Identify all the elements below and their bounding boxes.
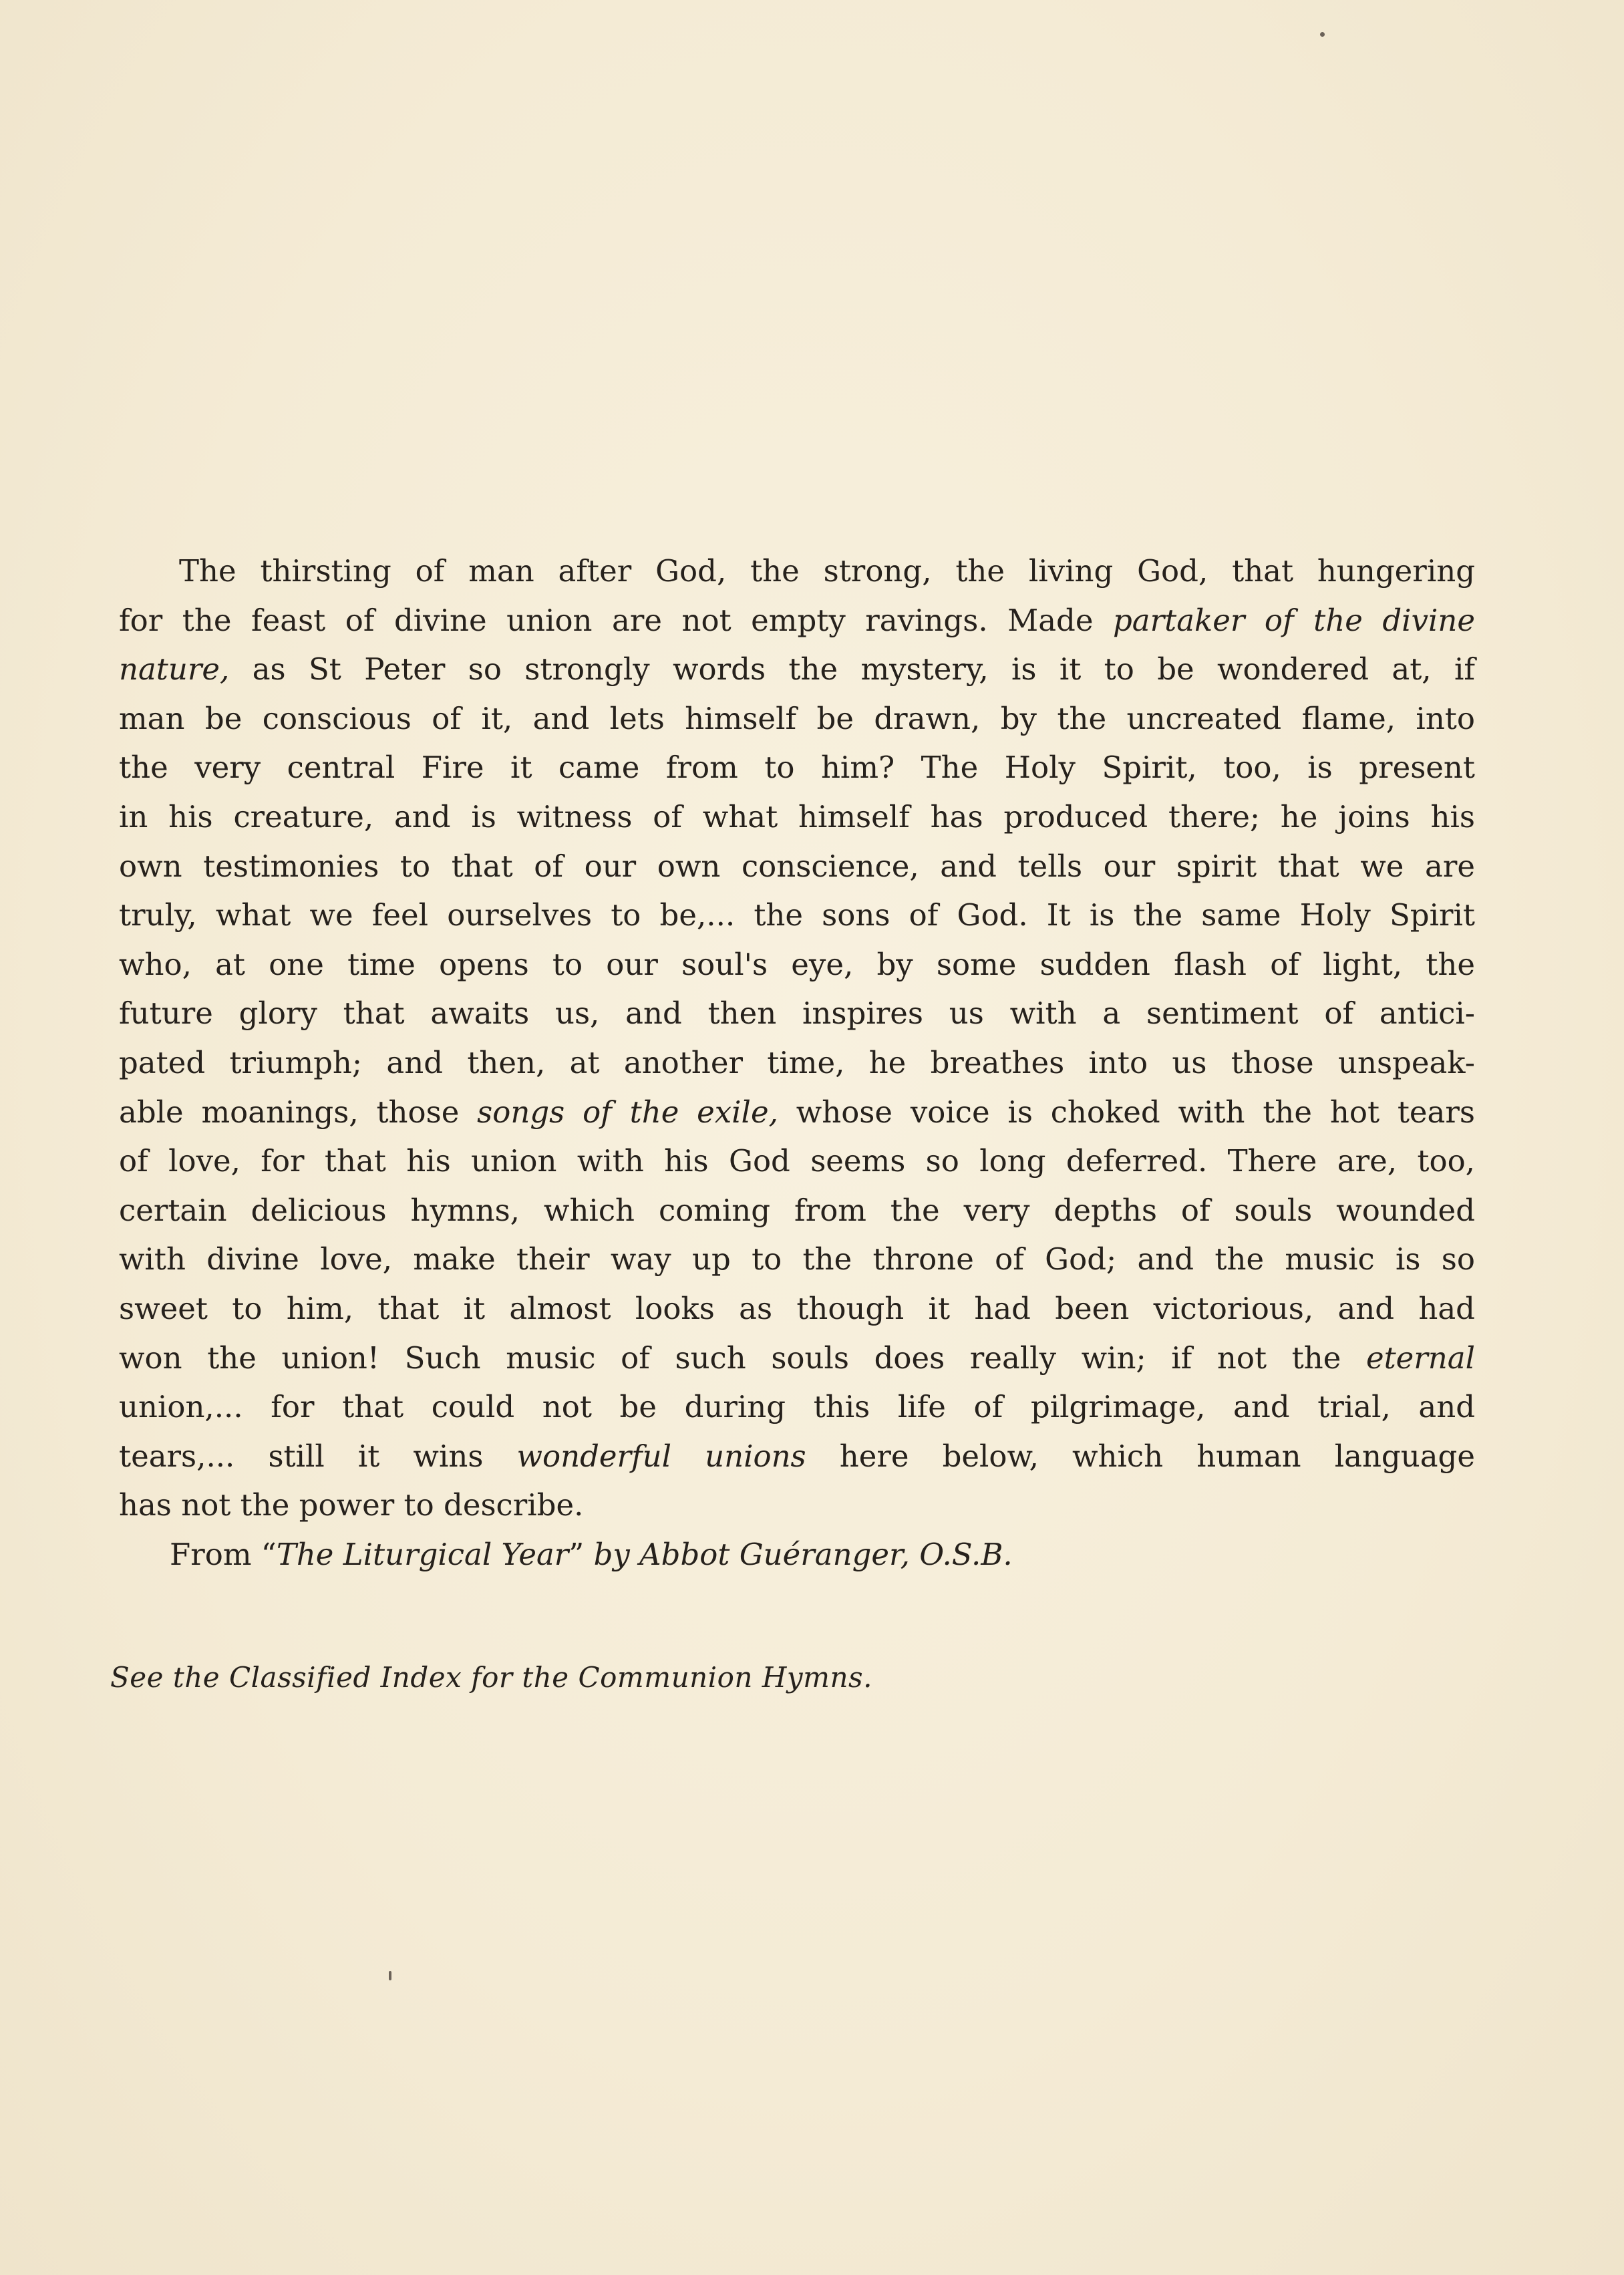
paragraph-line: has not the power to describe. [119,1487,584,1523]
paragraph-line: nature, as St Peter so strongly words the mystery, is it to be wondered at, if [119,651,1475,688]
italic-phrase: eternal [1365,1340,1475,1376]
paragraph-line: won the union! Such music of such souls does really win; if not the eternal [119,1340,1475,1376]
italic-phrase: partaker of the divine [1112,602,1476,638]
paragraph-line: own testimonies to that of our own conscience, and tells our spirit that we are [119,848,1475,884]
paragraph-line: with divine love, make their way up to the throne of God; and the music is so [119,1241,1475,1277]
paragraph-line: future glory that awaits us, and then inspires us with a sentiment of antici- [119,996,1475,1032]
paragraph-line: able moanings, those songs of the exile, whose voice is choked with the hot tears [119,1094,1475,1130]
attribution-line: From “The Liturgical Year” by Abbot Guéranger, O.S.B. [170,1536,1013,1572]
italic-phrase: The Liturgical Year [276,1536,569,1572]
paragraph-line: of love, for that his union with his God seems so long deferred. There are, too, [119,1143,1475,1179]
paragraph-line: certain delicious hymns, which coming from the very depths of souls wounded [119,1192,1475,1228]
paragraph-line: for the feast of divine union are not empty ravings. Made partaker of the divine [119,602,1476,638]
paragraph-line: in his creature, and is witness of what himself has produced there; he joins his [119,798,1475,835]
italic-phrase: nature, [119,651,230,688]
paragraph-line: man be conscious of it, and lets himself be drawn, by the uncreated flame, into [119,700,1475,736]
paragraph-line: sweet to him, that it almost looks as though it had been victorious, and had [119,1290,1475,1326]
italic-phrase: by Abbot Guéranger, O.S.B. [593,1536,1013,1572]
paragraph-line: tears,... still it wins wonderful unions here below, which human language [119,1438,1475,1474]
quotation-paragraph [119,547,1475,1579]
print-speck [1320,32,1325,37]
paragraph-line: union,... for that could not be during this life of pilgrimage, and trial, and [119,1389,1475,1425]
print-speck [389,1971,391,1980]
paragraph-line: pated triumph; and then, at another time, he breathes into us those unspeak- [119,1044,1475,1080]
italic-phrase: wonderful unions [516,1438,806,1474]
paragraph-line: The thirsting of man after God, the strong, the living God, that hungering [179,553,1475,589]
paragraph-line: truly, what we feel ourselves to be,... the sons of God. It is the same Holy Spirit [119,897,1475,933]
paragraph-line: the very central Fire it came from to him? The Holy Spirit, too, is present [119,750,1475,786]
paragraph-line: who, at one time opens to our soul's eye, by some sudden flash of light, the [119,946,1475,982]
italic-phrase: songs of the exile, [477,1094,778,1130]
see-index-note: See the Classified Index for the Communion Hymns. [110,1661,872,1694]
